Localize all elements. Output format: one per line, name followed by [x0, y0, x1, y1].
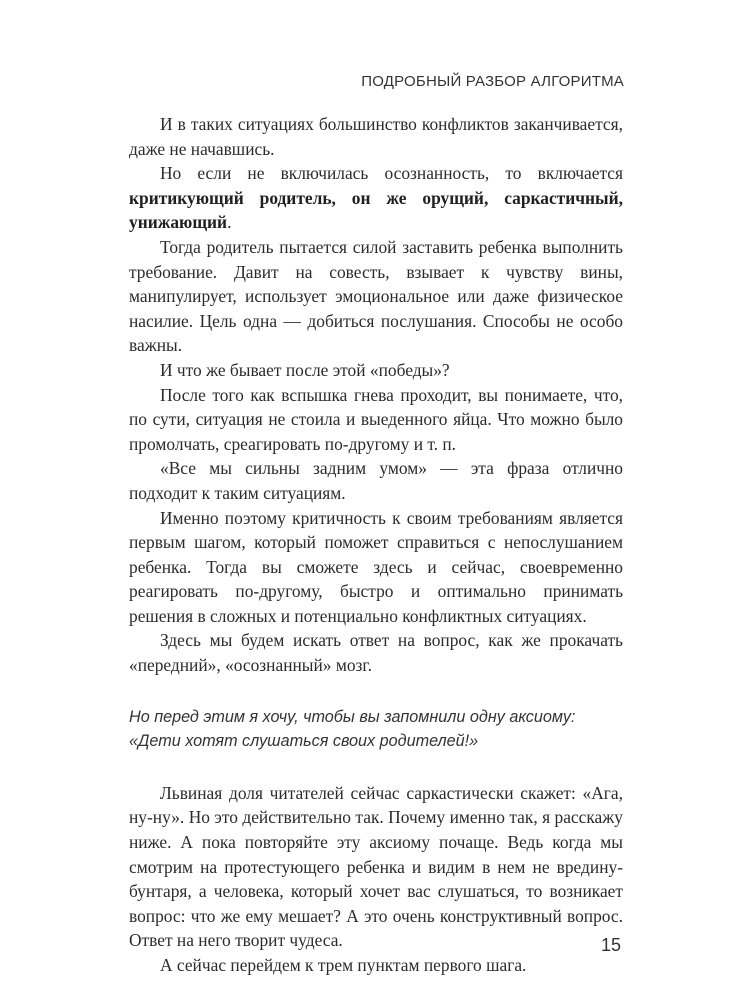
running-header: ПОДРОБНЫЙ РАЗБОР АЛГОРИТМА	[361, 73, 624, 90]
body-text	[129, 112, 623, 978]
paragraph-10: А сейчас перейдем к трем пунктам первого шага.	[160, 955, 527, 975]
paragraph-6: «Все мы сильны задним умом» — эта фраза отлично подходит к таким ситуациям.	[129, 458, 623, 503]
page-number: 15	[600, 935, 621, 955]
paragraph-3: Тогда родитель пытается силой заставить ребенка выполнить требование. Давит на совесть, взывает к чувству вины, манипулирует, использует эмоциональное или даже физическое насилие. Цель одна — добиться послушания. Способы не особо важны.	[129, 236, 623, 356]
paragraph-2	[129, 161, 623, 235]
paragraph-2-lead: Но если не включилась осознанность, то включается	[160, 163, 623, 184]
paragraph-4: И что же бывает после этой «победы»?	[160, 359, 450, 380]
paragraph-2-tail: .	[227, 212, 232, 233]
paragraph-9: Львиная доля читателей сейчас саркастически скажет: «Ага, ну-ну». Но это действительно так. Почему именно так, я расскажу ниже. А пока повторяйте эту аксиому почаще. Ведь когда мы смотрим на протестующего ребенка и видим в нем не вредину-бунтаря, а человека, который хочет вас слушаться, то возникает вопрос: что же ему мешает? А это очень конструктивный вопрос. Ответ на него творит чудеса.	[129, 782, 623, 951]
paragraph-8: Здесь мы будем искать ответ на вопрос, как же прокачать «передний», «осознанный» мозг.	[129, 630, 623, 676]
axiom-callout: Но перед этим я хочу, чтобы вы запомнили одну аксиому: «Дети хотят слушаться своих родителей!»	[129, 707, 576, 751]
paragraph-7: Именно поэтому критичность к своим требованиям является первым шагом, который поможет справиться с непослушанием ребенка. Тогда вы сможете здесь и сейчас, своевременно реагировать по-другому, быстро и оптимально принимать решения в сложных и потенциально конфликтных ситуациях.	[129, 507, 623, 626]
paragraph-5: После того как вспышка гнева проходит, вы понимаете, что, по сути, ситуация не стоила и выеденного яйца. Что можно было промолчать, среагировать по-другому и т. п.	[129, 384, 623, 454]
bold-phrase-critical-parent: критикующий родитель, он же орущий, саркастичный, унижающий	[129, 187, 623, 233]
paragraph-1: И в таких ситуациях большинство конфликтов заканчивается, даже не начавшись.	[129, 114, 623, 159]
